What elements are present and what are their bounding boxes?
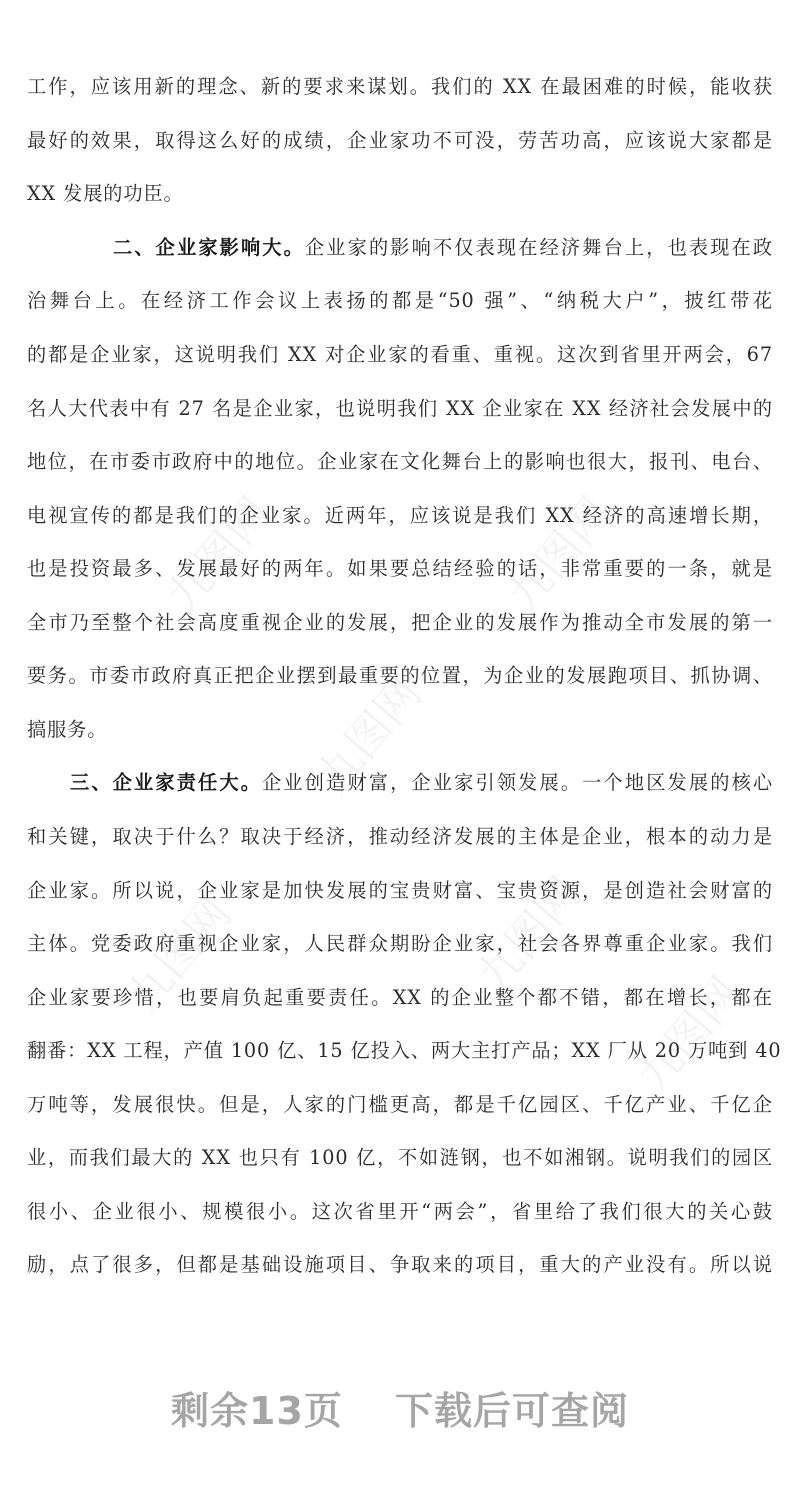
line-text: 的都是企业家，这说明我们 XX 对企业家的看重、重视。这次到省里开两会，67 [27, 343, 773, 366]
paragraph-line [27, 876, 773, 906]
line-text: 要务。市委市政府真正把企业摆到最重要的位置，为企业的发展跑项目、抓协调、 [27, 664, 773, 687]
paragraph-line [27, 1036, 782, 1066]
section-heading-line [113, 233, 773, 263]
line-text: 万吨等，发展很快。但是，人家的门槛更高，都是千亿园区、千亿产业、千亿企 [27, 1093, 773, 1116]
paragraph-line [27, 715, 773, 745]
paragraph-line [27, 929, 773, 959]
section-heading: 三、企业家责任大。 [70, 771, 263, 794]
paragraph-line [27, 1143, 773, 1173]
paragraph-line [27, 1090, 773, 1120]
line-text: 最好的效果，取得这么好的成绩，企业家功不可没，劳苦功高，应该说大家都是 [27, 129, 773, 152]
download-to-view-label[interactable]: 下载后可查阅 [394, 1389, 629, 1433]
paragraph-line [27, 340, 773, 370]
line-text: 企业家。所以说，企业家是加快发展的宝贵财富、宝贵资源，是创造社会财富的 [27, 879, 773, 902]
paragraph-line [27, 661, 773, 691]
paragraph-line [27, 501, 773, 531]
line-text: 翻番：XX 工程，产值 100 亿、15 亿投入、两大主打产品；XX 厂从 20 万吨到 40 [27, 1039, 782, 1062]
paragraph-line [27, 447, 773, 477]
line-text: 全市乃至整个社会高度重视企业的发展，把企业的发展作为推动全市发展的第一 [27, 611, 773, 634]
line-text: 很小、企业很小、规模很小。这次省里开“两会”，省里给了我们很大的关心鼓 [27, 1200, 773, 1223]
line-text: 搞服务。 [27, 718, 108, 741]
paragraph-line [27, 1250, 773, 1280]
paragraph-line [27, 1197, 773, 1227]
line-text: 也是投资最多、发展最好的两年。如果要总结经验的话，非常重要的一条，就是 [27, 557, 773, 580]
line-text: 企业创造财富，企业家引领发展。一个地区发展的核心 [262, 771, 773, 794]
line-text: 企业家要珍惜，也要肩负起重要责任。XX 的企业整个都不错，都在增长，都在 [27, 986, 773, 1009]
line-text: XX 发展的功臣。 [27, 182, 184, 205]
paragraph-line [27, 394, 773, 424]
download-prompt[interactable] [0, 1380, 800, 1435]
line-text: 业，而我们最大的 XX 也只有 100 亿，不如涟钢，也不如湘钢。说明我们的园区 [27, 1146, 773, 1169]
section-heading-line [70, 768, 773, 798]
paragraph-line [27, 179, 773, 209]
line-text: 电视宣传的都是我们的企业家。近两年，应该说是我们 XX 经济的高速增长期， [27, 504, 773, 527]
line-text: 名人大代表中有 27 名是企业家，也说明我们 XX 企业家在 XX 经济社会发展中的 [27, 397, 773, 420]
paragraph-line [27, 983, 773, 1013]
line-text: 励，点了很多，但都是基础设施项目、争取来的项目，重大的产业没有。所以说 [27, 1253, 773, 1276]
section-heading: 二、企业家影响大。 [113, 236, 305, 259]
line-text: 治舞台上。在经济工作会议上表扬的都是“50 强”、“纳税大户”，披红带花 [27, 289, 773, 312]
line-text: 企业家的影响不仅表现在经济舞台上，也表现在政 [304, 236, 773, 259]
paragraph-line [27, 554, 773, 584]
line-text: 和关键，取决于什么？取决于经济，推动经济发展的主体是企业，根本的动力是 [27, 825, 773, 848]
paragraph-line [27, 286, 773, 316]
paragraph-line [27, 608, 773, 638]
paragraph-line [27, 126, 773, 156]
line-text: 主体。党委政府重视企业家，人民群众期盼企业家，社会各界尊重企业家。我们 [27, 932, 773, 955]
line-text: 工作，应该用新的理念、新的要求来谋划。我们的 XX 在最困难的时候，能收获 [27, 75, 773, 98]
remaining-pages-label: 剩余13页 [171, 1389, 343, 1433]
paragraph-line [27, 822, 773, 852]
paragraph-line [27, 72, 773, 102]
line-text: 地位，在市委市政府中的地位。企业家在文化舞台上的影响也很大，报刊、电台、 [27, 450, 773, 473]
